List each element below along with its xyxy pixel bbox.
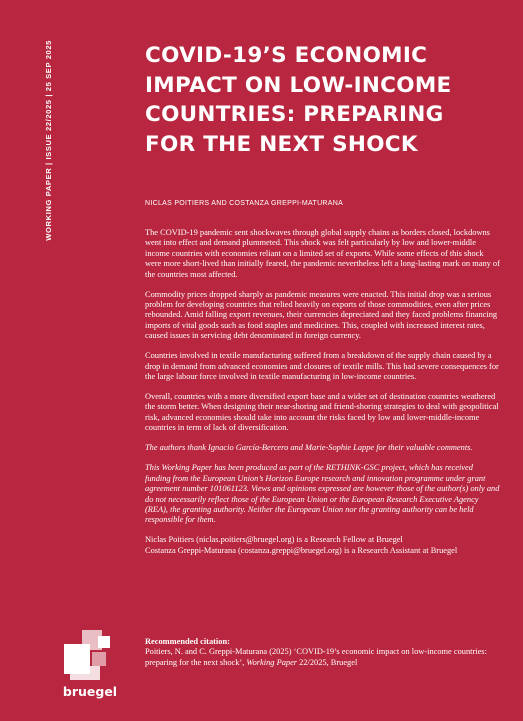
citation-label: Recommended citation: <box>145 637 230 646</box>
title-line: IMPACT ON LOW-INCOME <box>145 72 452 98</box>
recommended-citation <box>145 637 505 668</box>
page-title <box>145 41 505 159</box>
acknowledgement: The authors thank Ignacio García-Bercero and Marie-Sophie Lappe for their valuable comments. <box>145 443 473 453</box>
title-line: FOR THE NEXT SHOCK <box>145 131 418 157</box>
title-line: COVID-19’S ECONOMIC <box>145 43 428 68</box>
affiliations <box>145 535 500 556</box>
citation-text: Poitiers, N. and C. Greppi-Maturana (2025) ‘COVID-19’s economic impact on low-income countries: preparing for the next shock’, <box>145 647 487 667</box>
affiliation: Costanza Greppi-Maturana (costanza.greppi@bruegel.org) is a Research Assistant at Bruegel <box>145 545 458 555</box>
bruegel-logo-icon <box>58 622 122 684</box>
title-line: COUNTRIES: PREPARING <box>145 102 444 127</box>
abstract <box>145 228 500 566</box>
paragraph: The COVID-19 pandemic sent shockwaves through global supply chains as borders closed, lockdowns went into effect and demand plummeted. This shock was felt particularly by low and lower-middle income countries with economies reliant on a limited set of exports. While some effects of this shock were more short-lived than initially feared, the pandemic nevertheless left a long-lasting mark on many of the countries most affected. <box>145 228 500 279</box>
bruegel-logo <box>58 622 122 702</box>
affiliation: Niclas Poitiers (niclas.poitiers@bruegel.org) is a Research Fellow at Bruegel <box>145 535 403 545</box>
sidebar <box>42 40 56 292</box>
paragraph: Overall, countries with a more diversified export base and a wider set of destination countries weathered the storm better. When designing their near-shoring and friend-shoring strategies to deal with geopolitical risk, advanced economies should take into account the risks faced by low and lower-middle-income countries in term of lack of diversification. <box>145 392 499 433</box>
bruegel-wordmark: bruegel <box>62 684 118 699</box>
citation-issue: 22/2025, Bruegel <box>297 657 358 667</box>
paragraph: Countries involved in textile manufacturing suffered from a breakdown of the supply chain caused by a drop in demand from advanced economies and closures of textile mills. This had severe consequences for the large labour force involved in textile manufacturing in low-income countries. <box>145 351 499 382</box>
sidebar-issue-info: WORKING PAPER | ISSUE 22/2025 | 25 SEP 2025 <box>44 40 53 241</box>
citation-series: Working Paper <box>246 657 298 667</box>
authors: NICLAS POITIERS AND COSTANZA GREPPI-MATURANA <box>145 200 344 207</box>
funding-notice: This Working Paper has been produced as part of the RETHINK-GSC project, which has received funding from the European Union’s Horizon Europe research and innovation programme under grant agreement number 101061123. Views and opinions expressed are however those of the author(s) only and do not necessarily reflect those of the European Union or the European Research Executive Agency (REA), the granting authority. Neither the European Union nor the granting authority can be held responsible for them. <box>145 463 500 525</box>
paragraph: Commodity prices dropped sharply as pandemic measures were enacted. This initial drop was a serious problem for developing countries that relied heavily on exports of those commodities, even after prices rebounded. Amid falling export revenues, their currencies depreciated and they faced problems financing imports of vital goods such as food staples and medicines. This, coupled with increased interest rates, caused issues in servicing debt denominated in foreign currency. <box>145 289 498 341</box>
